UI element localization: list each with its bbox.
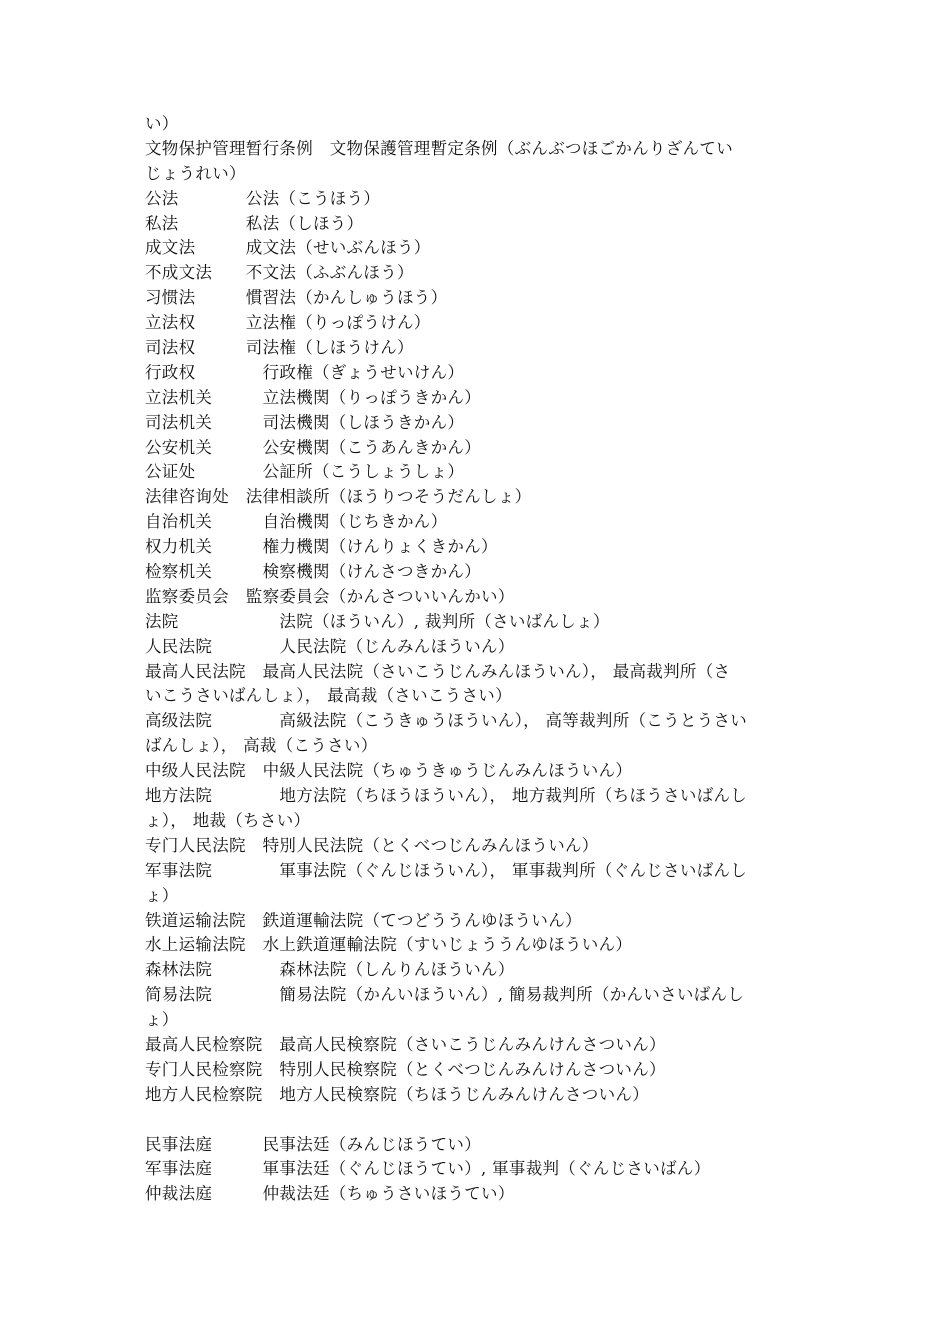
text-line: 专门人民检察院 特別人民検察院（とくべつじんみんけんさついん） (145, 1059, 666, 1079)
text-line: 专门人民法院 特別人民法院（とくべつじんみんほういん） (145, 835, 599, 855)
text-line: ょ） (145, 885, 179, 905)
text-line: 高级法院 高級法院（こうきゅうほういん）， 高等裁判所（こうとうさい (145, 711, 748, 731)
text-line: 公证处 公証所（こうしょうしょ） (145, 462, 465, 482)
document-body (145, 112, 813, 1207)
text-line: 法院 法院（ほういん）, 裁判所（さいばんしょ） (145, 611, 610, 631)
text-line: 最高人民法院 最高人民法院（さいこうじんみんほういん）， 最高裁判所（さ (145, 661, 731, 681)
text-line: 仲裁法庭 仲裁法廷（ちゅうさいほうてい） (145, 1184, 515, 1204)
text-line: 成文法 成文法（せいぶんほう） (145, 238, 431, 258)
text-line: 中级人民法院 中級人民法院（ちゅうきゅうじんみんほういん） (145, 761, 633, 781)
text-line: 立法机关 立法機関（りっぽうきかん） (145, 387, 481, 407)
text-line: ょ）， 地裁（ちさい） (145, 810, 311, 830)
text-line: 公法 公法（こうほう） (145, 188, 381, 208)
text-line: い） (145, 114, 179, 133)
text-line: いこうさいばんしょ）， 最高裁（さいこうさい） (145, 686, 512, 706)
text-line: 权力机关 権力機関（けんりょくきかん） (145, 537, 498, 557)
text-line: 民事法庭 民事法廷（みんじほうてい） (145, 1134, 481, 1154)
text-line: 自治机关 自治機関（じちきかん） (145, 512, 448, 532)
text-line: 私法 私法（しほう） (145, 213, 364, 233)
text-line: 简易法院 簡易法院（かんいほういん）, 簡易裁判所（かんいさいばんし (145, 985, 745, 1005)
text-line: ばんしょ）， 高裁（こうさい） (145, 736, 378, 756)
text-line: 铁道运输法院 鉄道運輸法院（てつどううんゆほういん） (145, 910, 582, 930)
text-line: ょ） (145, 1010, 179, 1030)
text-line: 法律咨询处 法律相談所（ほうりつそうだんしょ） (145, 487, 532, 507)
text-line: じょうれい） (145, 163, 246, 183)
text-line: 监察委员会 監察委員会（かんさついいんかい） (145, 586, 515, 606)
text-line: 文物保护管理暂行条例 文物保護管理暫定条例（ぶんぶつほごかんりざんてい (145, 138, 733, 158)
text-line: 地方人民检察院 地方人民検察院（ちほうじんみんけんさついん） (145, 1084, 649, 1104)
text-line: 行政权 行政権（ぎょうせいけん） (145, 362, 465, 382)
text-line: 司法机关 司法機関（しほうきかん） (145, 412, 465, 432)
text-line: 人民法院 人民法院（じんみんほういん） (145, 636, 515, 656)
text-line: 最高人民检察院 最高人民検察院（さいこうじんみんけんさついん） (145, 1034, 666, 1054)
text-line: 森林法院 森林法院（しんりんほういん） (145, 960, 515, 980)
text-line: 军事法院 軍事法院（ぐんじほういん）， 軍事裁判所（ぐんじさいばんし (145, 860, 748, 880)
text-line: 习惯法 慣習法（かんしゅうほう） (145, 288, 448, 308)
blank-line (145, 1108, 813, 1133)
text-line: 不成文法 不文法（ふぶんほう） (145, 263, 414, 283)
text-line: 水上运输法院 水上鉄道運輸法院（すいじょううんゆほういん） (145, 935, 633, 955)
text-line: 检察机关 検察機関（けんさつきかん） (145, 562, 481, 582)
text-line: 立法权 立法権（りっぽうけん） (145, 313, 431, 333)
text-line: 公安机关 公安機関（こうあんきかん） (145, 437, 481, 457)
text-line: 地方法院 地方法院（ちほうほういん）， 地方裁判所（ちほうさいばんし (145, 786, 748, 806)
text-line: 军事法庭 軍事法廷（ぐんじほうてい）, 軍事裁判（ぐんじさいばん） (145, 1159, 711, 1179)
text-line: 司法权 司法権（しほうけん） (145, 338, 414, 358)
